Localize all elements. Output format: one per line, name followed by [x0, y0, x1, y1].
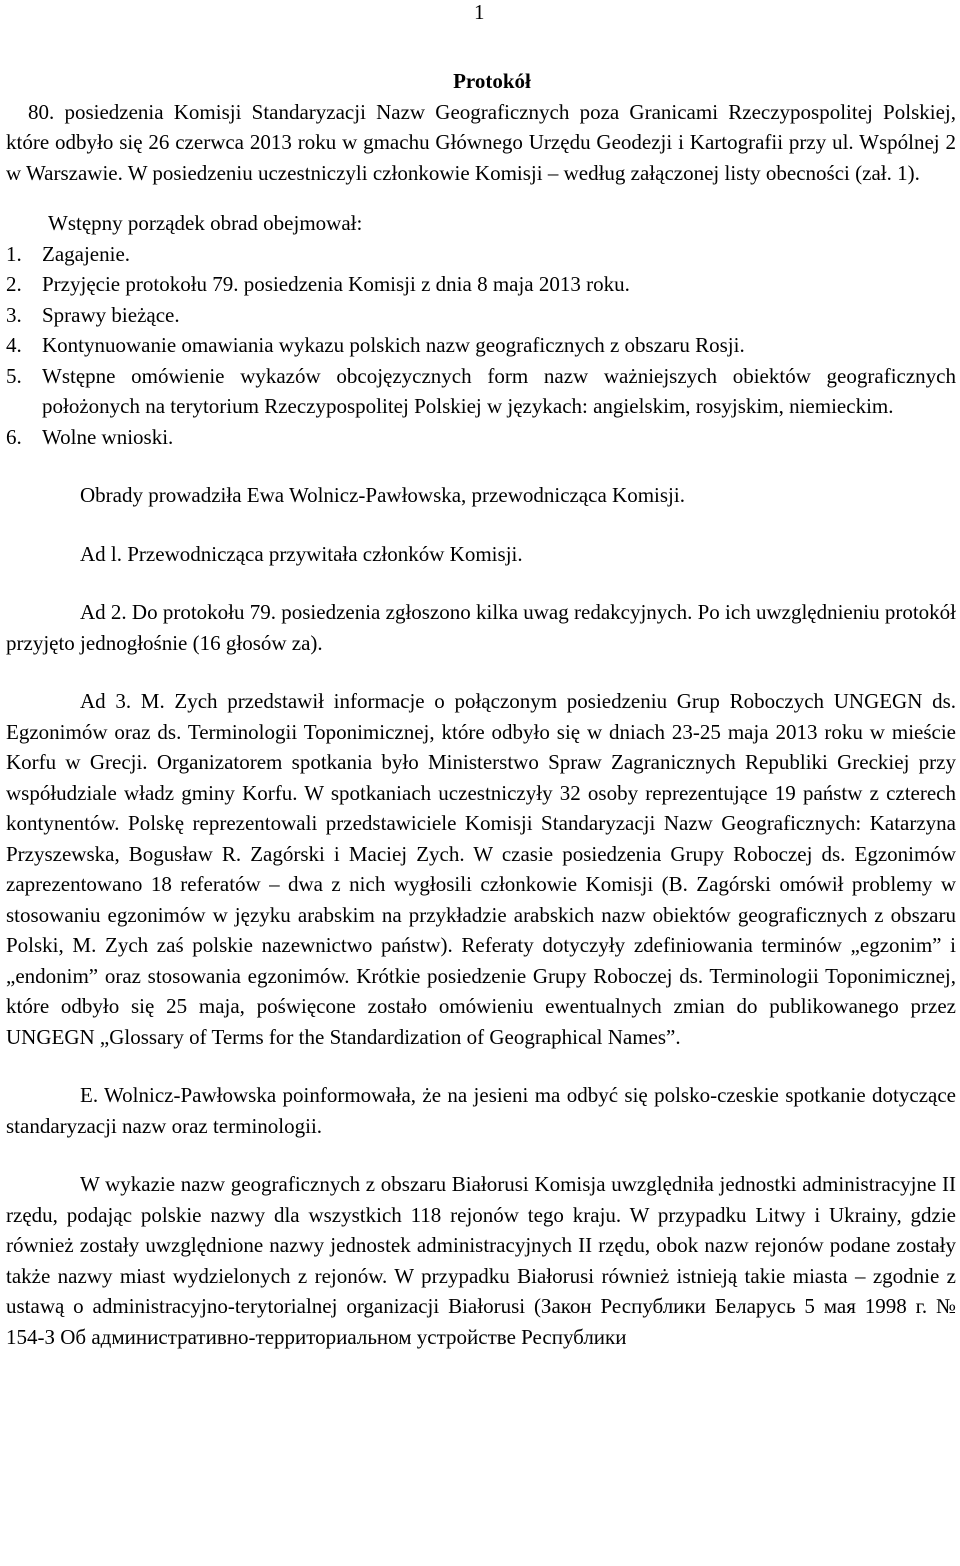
ad1-paragraph: Ad l. Przewodnicząca przywitała członków Komisji.	[80, 541, 523, 566]
agenda-item: 2. Przyjęcie protokołu 79. posiedzenia Komisji z dnia 8 maja 2013 roku.	[6, 272, 630, 296]
intro-paragraph: 80. posiedzenia Komisji Standaryzacji Nazw Geograficznych poza Granicami Rzeczypospolitej Polskiej, które odbyło się 26 czerwca 2013 roku w gmachu Głównego Urzędu Geodezji i Kartografii przy ul. Wspólnej 2 w Warszawie. W posiedzeniu uczestniczyli członkowie Komisji – według załączonej listy obecności (zał. 1).	[6, 99, 956, 185]
agenda-item: 1. Zagajenie.	[6, 241, 131, 266]
ad2-paragraph: Ad 2. Do protokołu 79. posiedzenia zgłoszono kilka uwag redakcyjnych. Po ich uwzględnieniu protokół przyjęto jednogłośnie (16 głosów za).	[6, 600, 956, 655]
agenda-item: 4. Kontynuowanie omawiania wykazu polskich nazw geograficznych z obszaru Rosji.	[6, 333, 745, 357]
document-body	[6, 66, 956, 1352]
agenda-item: 6. Wolne wnioski.	[6, 424, 174, 449]
belarus-paragraph: W wykazie nazw geograficznych z obszaru Białorusi Komisja uwzględniła jednostki administracyjne II rzędu, podając polskie nazwy dla wszystkich 118 rejonów tego kraju. W przypadku Litwy i Ukrainy, gdzie również zostały uwzględnione nazwy jednostek administracyjnych II rzędu, obok nazw rejonów podane zostały także nazwy miast wydzielonych z rejonów. W przypadku Białorusi również istnieją takie miasta – zgodnie z ustawą o administracyjno-terytorialnej organizacji Białorusi (Закон Республики Беларусь 5 мая 1998 г. № 154-З Об административно-территориальном устройстве Республики	[6, 1172, 956, 1349]
ad3-paragraph: Ad 3. M. Zych przedstawił informacje o połączonym posiedzeniu Grup Roboczych UNGEGN ds. Egzonimów oraz ds. Terminologii Toponimicznej, które odbyło się w dniach 23-25 maja 2013 roku w mieście Korfu w Grecji. Organizatorem spotkania było Ministerstwo Spraw Zagranicznych Republiki Greckiej przy współudziale władz gminy Korfu. W spotkaniach uczestniczyły 32 osoby reprezentujące 19 państw z czterech kontynentów. Polskę reprezentowali przedstawiciele Komisji Standaryzacji Nazw Geograficznych: Katarzyna Przyszewska, Bogusław R. Zagórski i Maciej Zych. W czasie posiedzenia Grupy Roboczej ds. Egzonimów zaprezentowano 18 referatów – dwa z nich wygłosili członkowie Komisji (B. Zagórski omówił problemy w stosowaniu egzonimów w języku arabskim na przykładzie arabskich nazw obiektów geograficznych z obszaru Polski, M. Zych zaś polskie nazewnictwo państw). Referaty dotyczyły zdefiniowania terminów „egzonim” i „endonim” oraz stosowania egzonimów. Krótkie posiedzenie Grupy Roboczej ds. Terminologii Toponimicznej, które odbyło się 25 maja, poświęcone zostało omówieniu ewentualnych zmian do publikowanego przez UNGEGN „Glossary of Terms for the Standardization of Geographical Names”.	[6, 689, 956, 1049]
chair-paragraph: Obrady prowadziła Ewa Wolnicz-Pawłowska, przewodnicząca Komisji.	[80, 483, 685, 507]
agenda-intro: Wstępny porządek obrad obejmował:	[48, 211, 363, 235]
ewp-paragraph: E. Wolnicz-Pawłowska poinformowała, że na jesieni ma odbyć się polsko-czeskie spotkanie dotyczące standaryzacji nazw oraz terminologii.	[6, 1083, 956, 1138]
agenda-item: 3. Sprawy bieżące.	[6, 302, 180, 327]
document-title: Protokół	[453, 69, 531, 93]
agenda-list	[6, 239, 956, 453]
page-number: 1	[474, 0, 485, 24]
agenda-item: 5. Wstępne omówienie wykazów obcojęzycznych form nazw ważniejszych obiektów geograficznych położonych na terytorium Rzeczypospolitej Polskiej w językach: angielskim, rosyjskim, niemieckim.	[6, 363, 956, 418]
